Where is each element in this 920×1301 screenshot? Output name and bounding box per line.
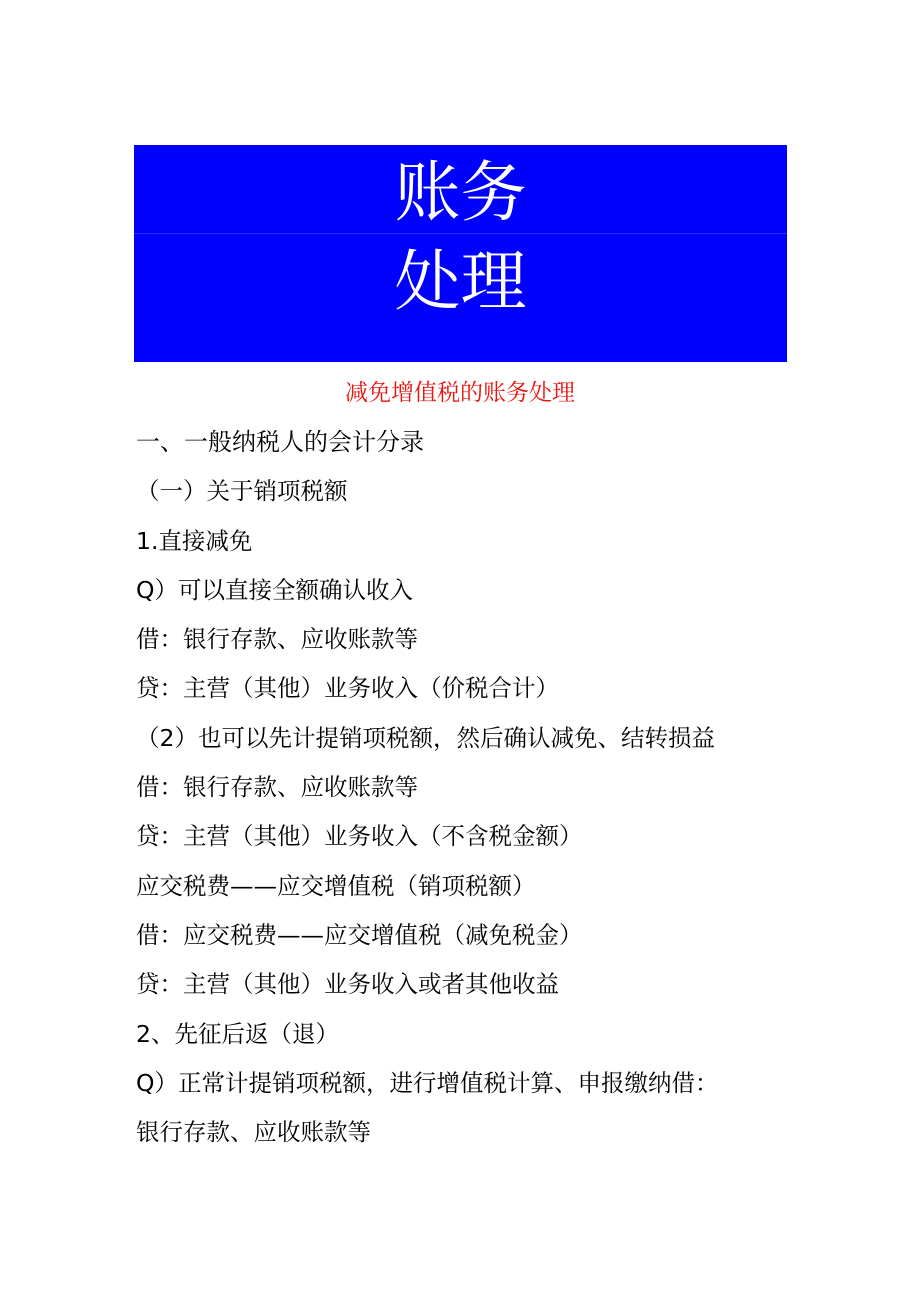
title-banner xyxy=(134,145,787,362)
text-line: 借：银行存款、应收账款等 xyxy=(136,625,418,654)
text-line: 借：应交税费——应交增值税（减免税金） xyxy=(136,920,583,949)
text-line: Q）正常计提销项税额，进行增值税计算、申报缴纳借： xyxy=(136,1068,719,1097)
item-heading: 2、先征后返（退） xyxy=(136,1019,339,1048)
item-heading: 1.直接减免 xyxy=(136,526,253,555)
banner-divider xyxy=(134,233,787,234)
text-line: 应交税费——应交增值税（销项税额） xyxy=(136,871,536,900)
text-line: 贷：主营（其他）业务收入（价税合计） xyxy=(136,674,559,703)
document-body xyxy=(136,424,796,1163)
text-line: 银行存款、应收账款等 xyxy=(136,1118,371,1147)
banner-title-line-2: 处理 xyxy=(394,243,527,320)
subsection-heading: （一）关于销项税额 xyxy=(136,477,348,506)
text-line: 贷：主营（其他）业务收入或者其他收益 xyxy=(136,970,559,999)
text-line: 贷：主营（其他）业务收入（不含税金额） xyxy=(136,822,583,851)
text-line: 借：银行存款、应收账款等 xyxy=(136,773,418,802)
text-line: （2）也可以先计提销项税额，然后确认减免、结转损益 xyxy=(136,723,715,752)
text-line: Q）可以直接全额确认收入 xyxy=(136,575,413,604)
section-heading: 一、一般纳税人的会计分录 xyxy=(136,428,424,456)
banner-title-line-1: 账务 xyxy=(394,154,527,231)
document-subtitle: 减免增值税的账务处理 xyxy=(345,380,575,406)
